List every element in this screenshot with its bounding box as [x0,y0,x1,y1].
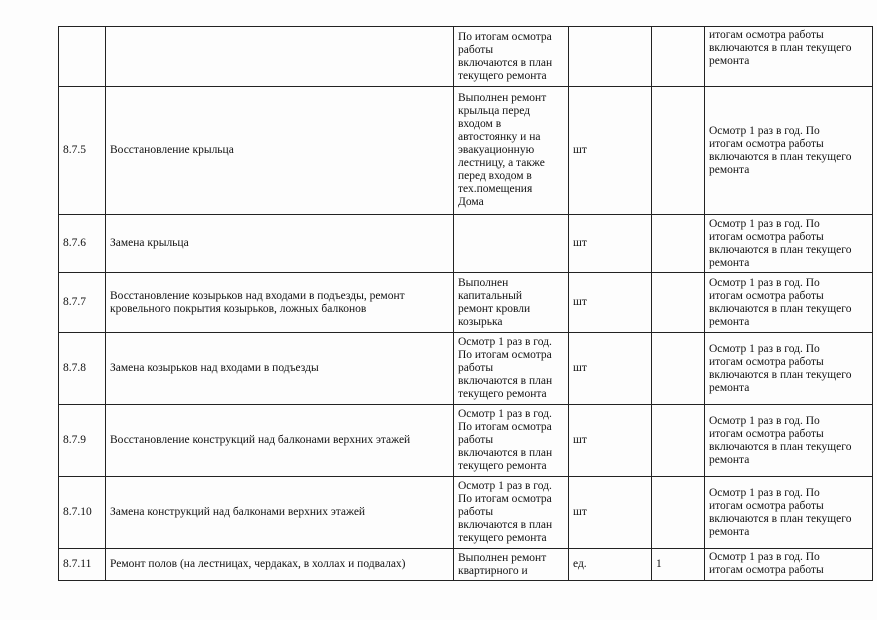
unit: шт [569,273,652,333]
unit: шт [569,87,652,215]
period [705,215,873,273]
work-name: Восстановление крыльца [106,87,454,215]
period-text: Осмотр 1 раз в год. По итогам осмотра работы включаются в план текущего ремонта [709,124,852,176]
quantity [652,215,705,273]
row-number: 8.7.5 [59,87,106,215]
work-name [106,27,454,87]
table-row [59,27,873,87]
quantity [652,273,705,333]
work-note-text: Выполнен ремонт квартирного и [458,551,547,577]
work-note [454,87,569,215]
table-row [59,477,873,549]
work-note [454,477,569,549]
period [705,549,873,581]
table-row [59,405,873,477]
table-row [59,549,873,581]
unit: шт [569,477,652,549]
period [705,27,873,87]
work-note-text: По итогам осмотра работы включаются в план текущего ремонта [458,30,553,82]
work-name: Замена козырьков над входами в подъезды [106,333,454,405]
unit: шт [569,405,652,477]
period-text: Осмотр 1 раз в год. По итогам осмотра работы включаются в план текущего ремонта [709,342,852,394]
quantity [652,87,705,215]
work-name: Восстановление конструкций над балконами верхних этажей [106,405,454,477]
period-text: Осмотр 1 раз в год. По итогам осмотра работы включаются в план текущего ремонта [709,217,852,269]
work-note-text: Осмотр 1 раз в год. По итогам осмотра работы включаются в план текущего ремонта [458,480,553,544]
work-note-text: Осмотр 1 раз в год. По итогам осмотра работы включаются в план текущего ремонта [458,408,553,472]
period-text: итогам осмотра работы включаются в план текущего ремонта [709,29,852,67]
work-note [454,273,569,333]
work-note [454,333,569,405]
period [705,333,873,405]
quantity: 1 [652,549,705,581]
period-text: Осмотр 1 раз в год. По итогам осмотра работы [709,551,824,576]
work-name: Замена крыльца [106,215,454,273]
table-row [59,333,873,405]
work-note [454,405,569,477]
quantity [652,477,705,549]
work-note-text: Выполнен ремонт крыльца перед входом в автостоянку и на эвакуационную лестницу, а также перед входом в тех.помещения Дома [458,92,547,208]
row-number: 8.7.11 [59,549,106,581]
work-name [106,273,454,333]
row-number: 8.7.8 [59,333,106,405]
work-note-text: Выполнен капитальный ремонт кровли козырька [458,276,531,328]
work-note [454,27,569,87]
row-number: 8.7.6 [59,215,106,273]
unit: ед. [569,549,652,581]
period-text: Осмотр 1 раз в год. По итогам осмотра работы включаются в план текущего ремонта [709,414,852,466]
maintenance-table [58,26,873,581]
table-row [59,273,873,333]
work-note [454,549,569,581]
work-name-text: Восстановление козырьков над входами в подъезды, ремонт кровельного покрытия козырьков, ложных балконов [110,289,405,315]
row-number: 8.7.7 [59,273,106,333]
period-text: Осмотр 1 раз в год. По итогам осмотра работы включаются в план текущего ремонта [709,486,852,538]
work-note [454,215,569,273]
work-name: Замена конструкций над балконами верхних этажей [106,477,454,549]
period [705,405,873,477]
quantity [652,333,705,405]
quantity [652,405,705,477]
unit [569,27,652,87]
row-number: 8.7.10 [59,477,106,549]
unit: шт [569,215,652,273]
row-number [59,27,106,87]
row-number: 8.7.9 [59,405,106,477]
unit: шт [569,333,652,405]
period-text: Осмотр 1 раз в год. По итогам осмотра работы включаются в план текущего ремонта [709,276,852,328]
work-note-text: Осмотр 1 раз в год. По итогам осмотра работы включаются в план текущего ремонта [458,336,553,400]
table-row [59,87,873,215]
period [705,477,873,549]
period [705,87,873,215]
table-row [59,215,873,273]
period [705,273,873,333]
quantity [652,27,705,87]
work-name: Ремонт полов (на лестницах, чердаках, в холлах и подвалах) [106,549,454,581]
